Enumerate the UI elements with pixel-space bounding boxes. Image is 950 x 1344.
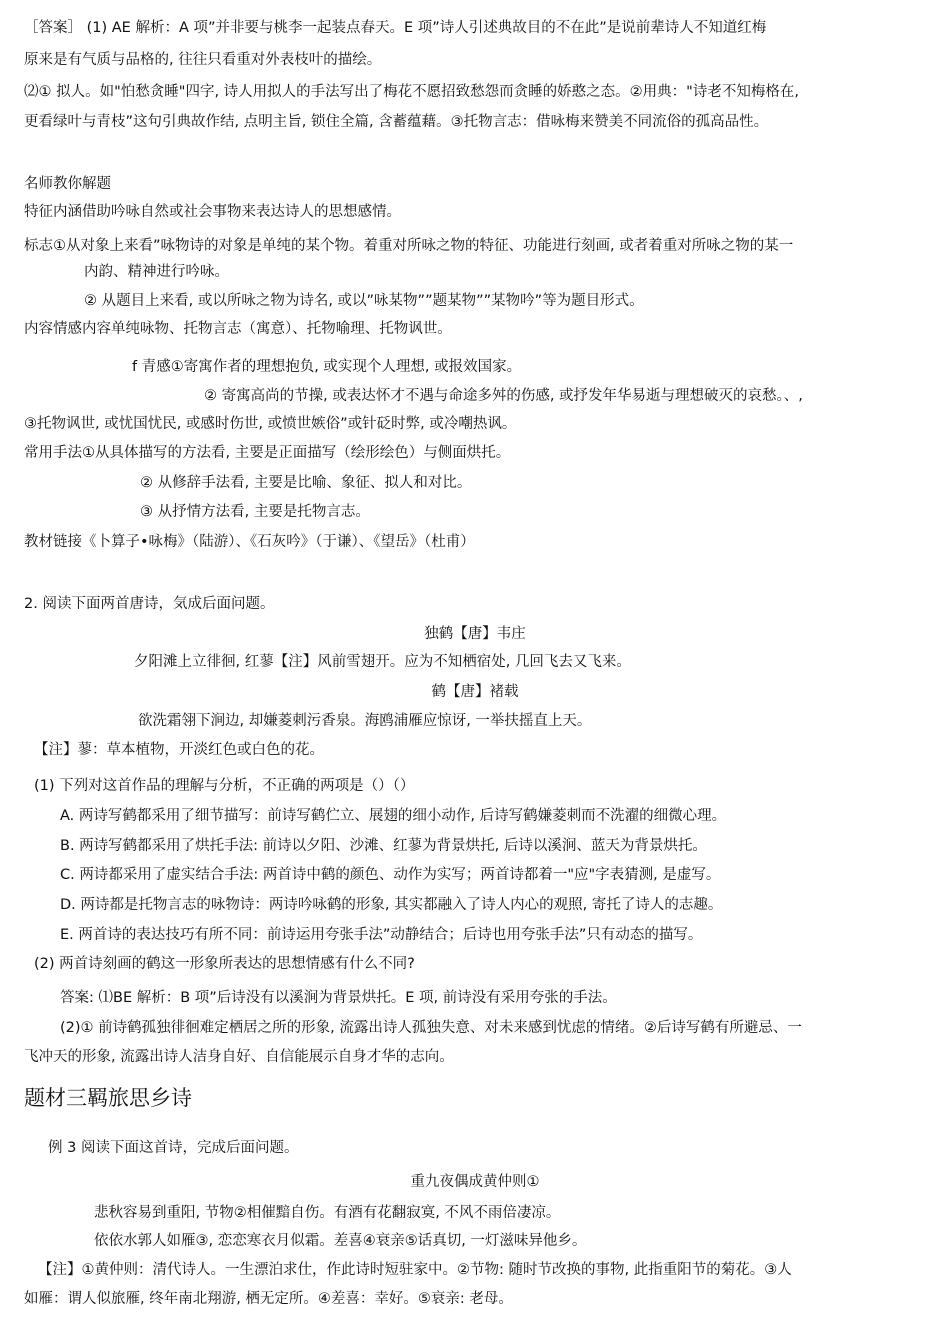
answer-line: 原来是有气质与品格的, 往往只看重对外表枝叶的描绘。 bbox=[24, 52, 382, 68]
poem-note: 【注】①黄仲则：清代诗人。一生漂泊求仕，作此诗时短驻家中。②节物: 随时节改换的事物, 此指重阳节的菊花。③人 bbox=[38, 1262, 792, 1278]
sub-question: (2) 两首诗刻画的鹤这一形象所表达的思想情感有什么不同? bbox=[34, 956, 415, 972]
guide-sign: 标志①从对象上来看”咏物诗的对象是单纯的某个物。着重对所咏之物的特征、功能进行刻画, 或者着重对所咏之物的某一 bbox=[24, 238, 794, 254]
guide-feature: 特征内涵借助吟咏自然或社会事物来表达诗人的思想感情。 bbox=[24, 204, 401, 220]
example-intro: 例 3 阅读下面这首诗，完成后面问题。 bbox=[48, 1140, 299, 1156]
answer-line: (2)① 前诗鹤孤独徘徊难定栖居之所的形象, 流露出诗人孤独失意、对未来感到忧虑的情绪。②后诗写鹤有所避忌、一 bbox=[60, 1020, 802, 1036]
guide-method: ② 从修辞手法看, 主要是比喻、象征、拟人和对比。 bbox=[140, 475, 472, 491]
guide-method: ③ 从抒情方法看, 主要是托物言志。 bbox=[140, 504, 370, 520]
guide-method: 常用手法①从具体描写的方法看, 主要是正面描写（绘形绘色）与侧面烘托。 bbox=[24, 445, 511, 461]
poem-note: 如雁：谓人似旅雁, 终年南北翔游, 栖无定所。④差喜：幸好。⑤衰亲: 老母。 bbox=[24, 1291, 513, 1307]
option-d: D. 两诗都是托物言志的咏物诗：两诗吟咏鹤的形象, 其实都融入了诗人内心的观照, 寄托了诗人的志趣。 bbox=[60, 897, 723, 913]
section-heading: 题材三羁旅思乡诗 bbox=[24, 1086, 192, 1110]
guide-links: 教材链接《卜算子•咏梅》（陆游）、《石灰吟》（于谦）、《望岳》（杜甫） bbox=[24, 534, 475, 550]
answer-line: 更看绿叶与青枝”这句引典故作结, 点明主旨, 锁住全篇, 含蓄蕴藉。③托物言志：借咏梅来赞美不同流俗的孤高品性。 bbox=[24, 114, 769, 130]
guide-emotion: ③托物讽世, 或忧国忧民, 或感时伤世, 或愤世嫉俗”或针砭时弊, 或冷嘲热讽。 bbox=[24, 416, 517, 432]
guide-title: 名师教你解题 bbox=[24, 176, 111, 192]
option-e: E. 两首诗的表达技巧有所不同：前诗运用夸张手法”动静结合；后诗也用夸张手法”只有动态的描写。 bbox=[60, 927, 703, 943]
option-a: A. 两诗写鹤都采用了细节描写：前诗写鹤伫立、展翅的细小动作, 后诗写鹤嫌菱刺而不洗濯的细微心理。 bbox=[60, 808, 727, 824]
option-b: B. 两诗写鹤都采用了烘托手法: 前诗以夕阳、沙滩、红蓼为背景烘托, 后诗以溪涧、蓝天为背景烘托。 bbox=[60, 838, 707, 854]
poem-text: 依依水郭人如雁③, 恋恋寒衣月似霜。差喜④衰亲⑤话真切, 一灯滋味异他乡。 bbox=[94, 1233, 587, 1249]
answer-line: ⑵① 拟人。如"怕愁贪睡"四字, 诗人用拟人的手法写出了梅花不愿招致愁怨而贪睡的娇憨之态。②用典："诗老不知梅格在, bbox=[24, 84, 799, 100]
guide-emotion: ② 寄寓高尚的节操, 或表达怀才不遇与命途多舛的伤感, 或抒发年华易逝与理想破灭的哀愁。、, bbox=[204, 388, 803, 404]
answer-line: 飞冲天的形象, 流露出诗人洁身自好、自信能展示自身才华的志向。 bbox=[24, 1049, 454, 1065]
option-c: C. 两诗都采用了虚实结合手法: 两首诗中鹤的颜色、动作为实写；两首诗都着一"应"字表猜测, 是虚写。 bbox=[60, 867, 721, 883]
poem-title: 鹤【唐】褚载 bbox=[431, 684, 519, 700]
poem-title: 重九夜偶成黄仲则① bbox=[410, 1174, 540, 1190]
answer-line: 答案: ⑴BE 解析：B 项”后诗没有以溪涧为背景烘托。E 项, 前诗没有采用夸张的手法。 bbox=[60, 990, 617, 1006]
guide-emotion: f 青感①寄寓作者的理想抱负, 或实现个人理想, 或报效国家。 bbox=[132, 359, 522, 375]
question-intro: 2. 阅读下面两首唐诗，気成后面问题。 bbox=[24, 596, 275, 612]
poem-title: 独鹤【唐】韦庄 bbox=[424, 626, 526, 642]
answer-line: ［答案］ (1) AE 解析：A 项”并非要与桃李一起装点春天。E 项”诗人引述典故目的不在此”是说前辈诗人不知道红梅 bbox=[24, 20, 767, 36]
guide-content: 内容情感内容单纯咏物、托物言志（寓意）、托物喻理、托物讽世。 bbox=[24, 321, 452, 337]
guide-sign: ② 从题目上来看, 或以所咏之物为诗名, 或以”咏某物””题某物””某物吟”等为题目形式。 bbox=[84, 293, 644, 309]
sub-question: (1) 下列对这首作品的理解与分析，不正确的两项是（）（） bbox=[34, 778, 415, 794]
poem-text: 悲秋容易到重阳, 节物②相催黯自伤。有酒有花翻寂寞, 不风不雨倍凄凉。 bbox=[94, 1205, 561, 1221]
poem-note: 【注】蓼：草本植物，开淡红色或白色的花。 bbox=[34, 742, 324, 758]
poem-text: 欲洗霜翎下涧边, 却嫌菱刺污香泉。海鸥浦雁应惊讶, 一举扶摇直上天。 bbox=[138, 713, 592, 729]
poem-text: 夕阳滩上立徘徊, 红蓼【注】风前雪翅开。应为不知栖宿处, 几回飞去又飞来。 bbox=[134, 654, 631, 670]
guide-sign: 内韵、精神进行吟咏。 bbox=[84, 264, 229, 280]
